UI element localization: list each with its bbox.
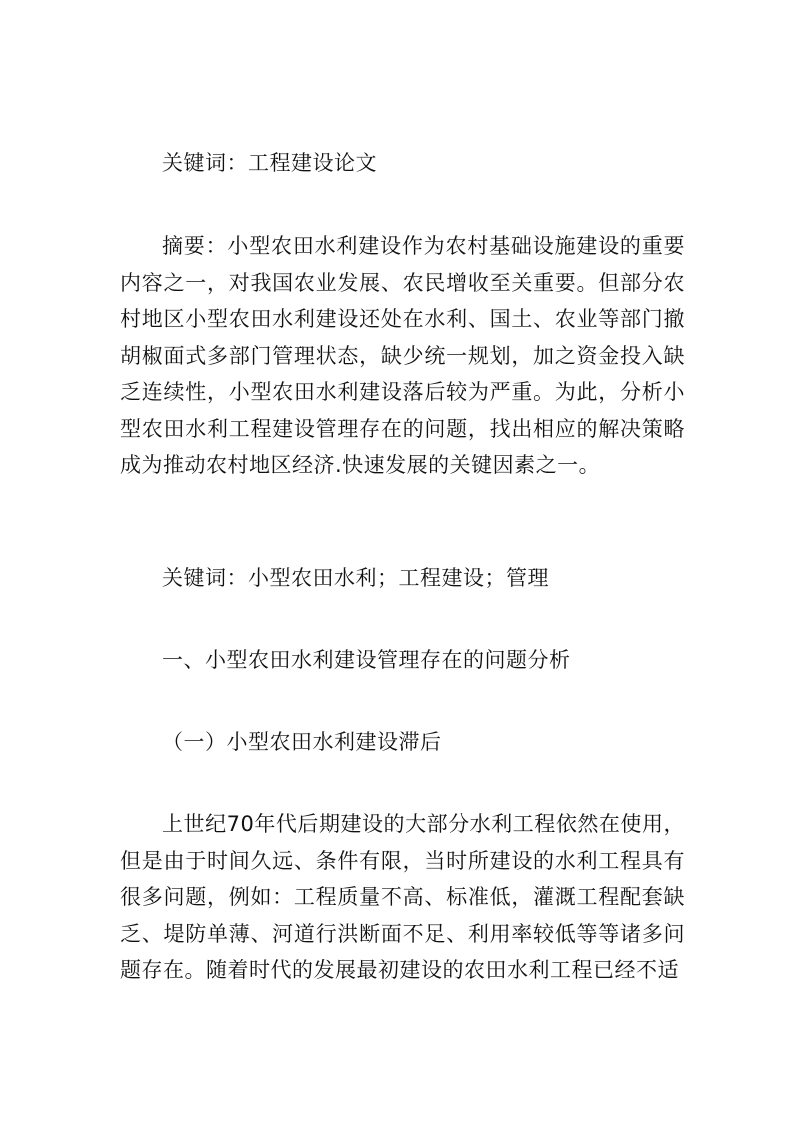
abstract-paragraph: 摘要：小型农田水利建设作为农村基础设施建设的重要内容之一，对我国农业发展、农民增收至关重要。但部分农村地区小型农田水利建设还处在水利、国土、农业等部门撤胡椒面式多部门管理状态，缺少统一规划，加之资金投入缺乏连续性，小型农田水利建设落后较为严重。为此，分析小型农田水利工程建设管理存在的问题，找出相应的解决策略成为推动农村地区经济.快速发展的关键因素之一。 [120,234,685,477]
section-heading: 一、小型农田水利建设管理存在的问题分析 [162,648,571,672]
body-paragraph: 上世纪70年代后期建设的大部分水利工程依然在使用，但是由于时间久远、条件有限，当时所建设的水利工程具有很多问题，例如：工程质量不高、标准低，灌溉工程配套缺乏、堤防单薄、河道行洪断面不足、利用率较低等等诸多问题存在。随着时代的发展最初建设的农田水利工程已经不适 [120,812,685,982]
keywords-line-secondary: 关键词：小型农田水利；工程建设；管理 [162,566,549,590]
keywords-line: 关键词：工程建设论文 [162,151,377,175]
subsection-heading: （一）小型农田水利建设滞后 [162,730,442,754]
